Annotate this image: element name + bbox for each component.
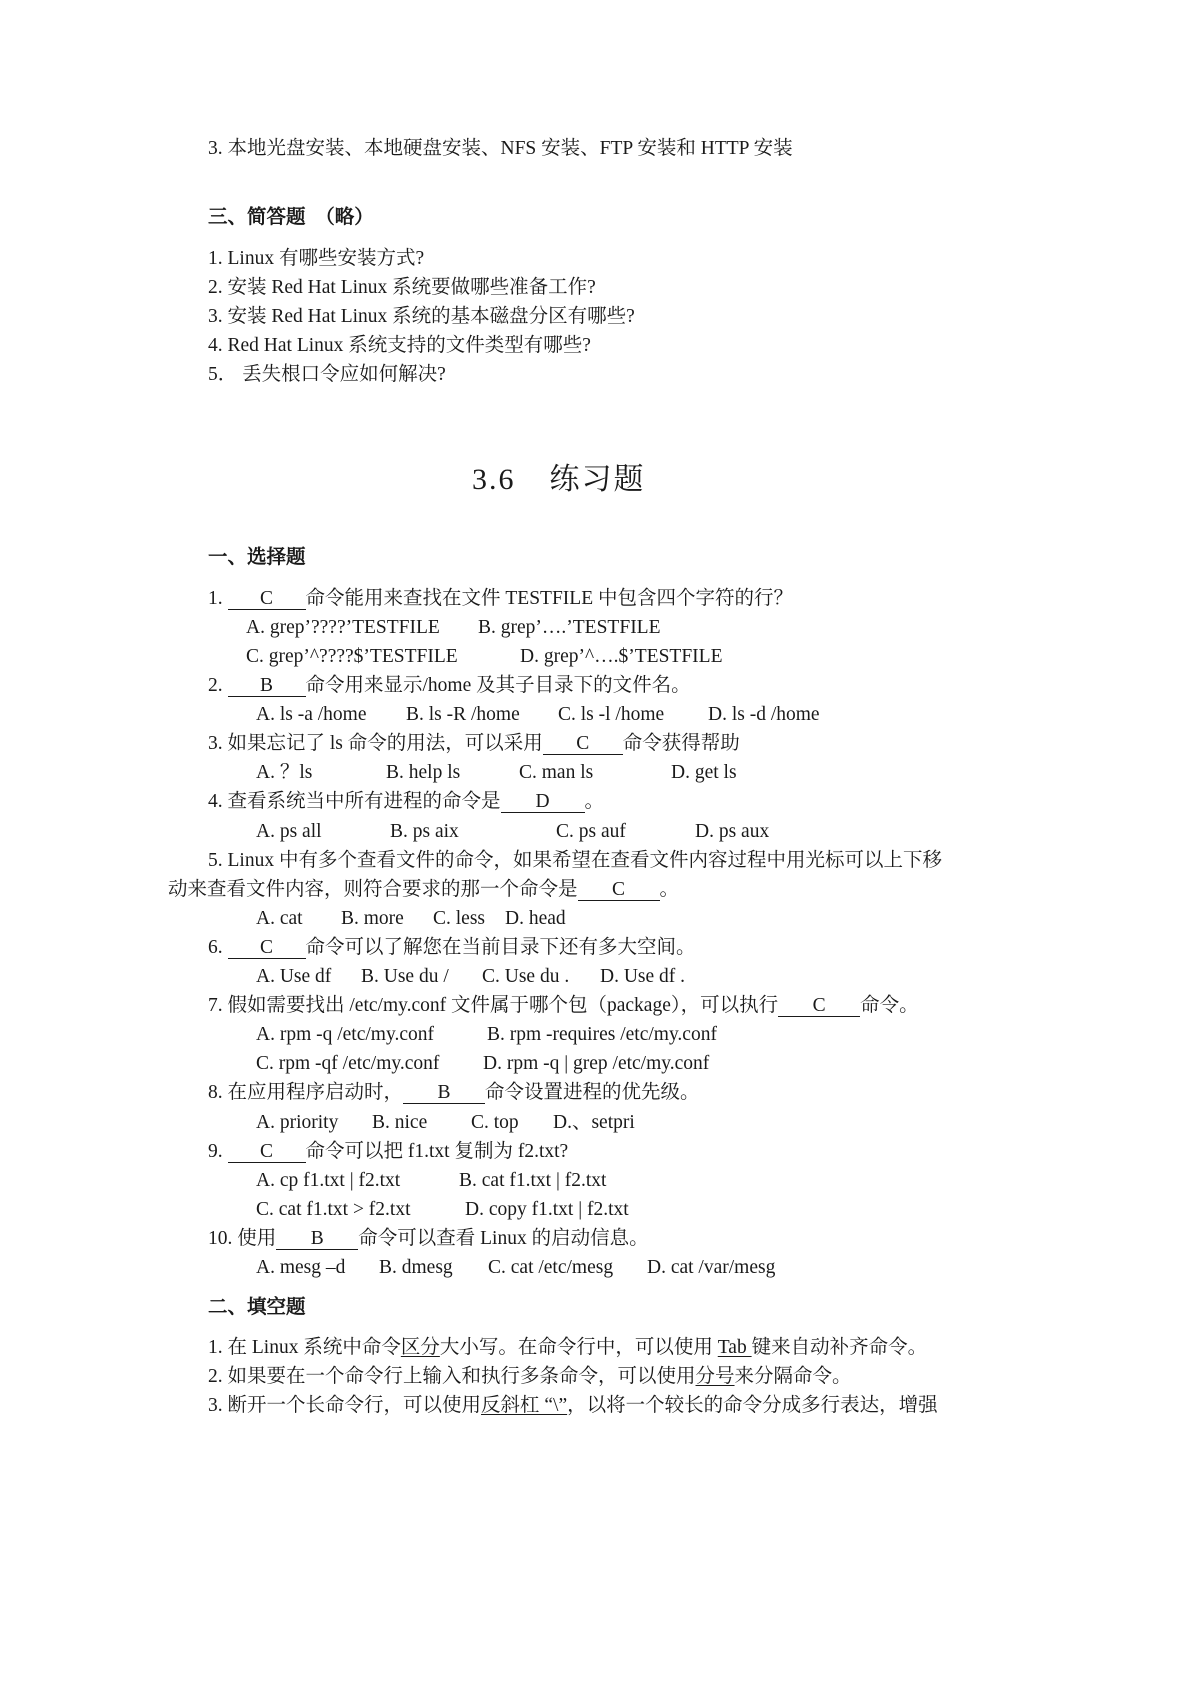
option-c: C. rpm -qf /etc/my.conf	[256, 1053, 440, 1074]
option-b: B. Use du /	[361, 966, 449, 987]
question-6	[208, 936, 696, 960]
options-row	[256, 761, 737, 785]
question-5: 5. Linux 中有多个查看文件的命令，如果希望在查看文件内容过程中用光标可以上下移	[208, 850, 942, 871]
question-number: 6.	[208, 937, 223, 958]
fill-text: 键来自动补齐命令。	[751, 1337, 928, 1358]
options-row	[256, 907, 566, 931]
fill-text: 1. 在 Linux 系统中命令	[208, 1337, 401, 1358]
question-5-continued	[168, 878, 679, 902]
fill-answer: Tab	[717, 1337, 752, 1358]
option-c: C. ls -l /home	[558, 704, 665, 725]
question-4	[208, 790, 604, 814]
short-answer-item: 2. 安装 Red Hat Linux 系统要做哪些准备工作?	[208, 277, 596, 298]
choice-heading: 一、选择题	[208, 547, 306, 568]
options-row	[256, 965, 685, 989]
short-answer-item: 1. Linux 有哪些安装方式?	[208, 248, 425, 269]
option-d: D. ps aux	[695, 821, 770, 842]
option-d: D. rpm -q | grep /etc/my.conf	[483, 1053, 710, 1074]
fill-item-2	[208, 1365, 852, 1389]
question-number: 9.	[208, 1141, 223, 1162]
question-text: 3. 如果忘记了 ls 命令的用法，可以采用	[208, 733, 543, 754]
option-c: C. Use du .	[482, 966, 570, 987]
option-a: A. Use df	[256, 966, 332, 987]
section-number: 3.6	[472, 463, 516, 496]
option-b: B. dmesg	[379, 1257, 453, 1278]
fill-item-1	[208, 1336, 927, 1360]
question-3	[208, 732, 740, 756]
option-b: B. rpm -requires /etc/my.conf	[487, 1024, 717, 1045]
question-text: 命令用来显示/home 及其子目录下的文件名。	[305, 675, 691, 696]
option-c: C. ps auf	[556, 821, 626, 842]
answer-blank: D	[501, 792, 585, 813]
fill-item-3	[208, 1394, 938, 1418]
question-10	[208, 1227, 649, 1251]
option-a: A. cat	[256, 908, 303, 929]
option-b: B. grep’….’TESTFILE	[478, 617, 661, 638]
options-row	[246, 616, 661, 640]
question-text: 命令可以把 f1.txt 复制为 f2.txt?	[305, 1141, 569, 1162]
option-b: B. help ls	[386, 762, 461, 783]
options-row	[256, 1052, 709, 1076]
option-a: A. rpm -q /etc/my.conf	[256, 1024, 434, 1045]
question-text: 10. 使用	[208, 1228, 277, 1249]
option-c: C. top	[471, 1112, 519, 1133]
option-b: B. nice	[372, 1112, 428, 1133]
question-text: 命令获得帮助	[622, 733, 740, 754]
options-row	[256, 1169, 606, 1193]
answer-blank: C	[578, 880, 660, 901]
question-text: 命令设置进程的优先级。	[485, 1082, 700, 1103]
answer-blank: C	[228, 589, 306, 610]
fill-text: ，以将一个较长的命令分成多行表达，增强	[567, 1395, 938, 1416]
question-9	[208, 1140, 568, 1164]
question-text: 。	[584, 791, 605, 812]
answer-blank: B	[228, 676, 306, 697]
question-text: 4. 查看系统当中所有进程的命令是	[208, 791, 501, 812]
option-d: D. Use df .	[600, 966, 686, 987]
options-row	[256, 1256, 775, 1280]
question-7	[208, 994, 919, 1018]
question-2	[208, 674, 691, 698]
fill-text: 来分隔命令。	[734, 1366, 852, 1387]
fill-text: 2. 如果要在一个命令行上输入和执行多条命令，可以使用	[208, 1366, 696, 1387]
fill-text: 大小写。在命令行中，可以使用	[439, 1337, 718, 1358]
option-c: C. less	[433, 908, 486, 929]
question-8	[208, 1081, 700, 1105]
answer-blank: C	[228, 1142, 306, 1163]
question-text: 8. 在应用程序启动时，	[208, 1082, 404, 1103]
option-d: D. cat /var/mesg	[647, 1257, 776, 1278]
option-d: D. ls -d /home	[708, 704, 820, 725]
question-1	[208, 587, 793, 611]
option-a: A. priority	[256, 1112, 339, 1133]
fill-answer: 反斜杠 “\”	[481, 1395, 568, 1416]
options-row	[256, 1111, 635, 1135]
options-row	[256, 820, 769, 844]
option-d: D. grep’^….$’TESTFILE	[520, 646, 723, 667]
short-answer-item: 4. Red Hat Linux 系统支持的文件类型有哪些?	[208, 335, 591, 356]
question-number: 1.	[208, 588, 223, 609]
option-c: C. grep’^????$’TESTFILE	[246, 646, 458, 667]
answer-blank: C	[228, 938, 306, 959]
prev-answer-line: 3. 本地光盘安装、本地硬盘安装、NFS 安装、FTP 安装和 HTTP 安装	[208, 138, 793, 159]
question-text: 命令可以了解您在当前目录下还有多大空间。	[305, 937, 696, 958]
option-a: A. mesg –d	[256, 1257, 346, 1278]
option-a: A. grep’????’TESTFILE	[246, 617, 440, 638]
option-c: C. man ls	[519, 762, 594, 783]
option-b: B. ls -R /home	[406, 704, 520, 725]
option-d: D. get ls	[671, 762, 737, 783]
question-text: 命令能用来查找在文件 TESTFILE 中包含四个字符的行？	[305, 588, 793, 609]
short-answer-item: 3. 安装 Red Hat Linux 系统的基本磁盘分区有哪些?	[208, 306, 635, 327]
options-row	[256, 703, 820, 727]
answer-blank: C	[543, 734, 623, 755]
option-c: C. cat f1.txt > f2.txt	[256, 1199, 411, 1220]
options-row	[246, 645, 722, 669]
fill-text: 3. 断开一个长命令行，可以使用	[208, 1395, 482, 1416]
fill-answer: 区分	[400, 1337, 440, 1358]
section-title-text: 练习题	[549, 463, 646, 496]
short-answer-item: 5． 丢失根口令应如何解决?	[208, 364, 446, 385]
option-a: A. cp f1.txt | f2.txt	[256, 1170, 401, 1191]
option-a: A. ls -a /home	[256, 704, 367, 725]
option-d: D. head	[505, 908, 566, 929]
option-d: D.、setpri	[553, 1112, 635, 1133]
fill-heading: 二、填空题	[208, 1297, 306, 1318]
answer-blank: B	[403, 1083, 485, 1104]
option-d: D. copy f1.txt | f2.txt	[465, 1199, 629, 1220]
options-row	[256, 1198, 629, 1222]
fill-answer: 分号	[695, 1366, 735, 1387]
option-a: A. ps all	[256, 821, 322, 842]
question-text: 。	[659, 879, 680, 900]
options-row	[256, 1023, 717, 1047]
option-b: B. cat f1.txt | f2.txt	[459, 1170, 607, 1191]
question-text: 命令。	[860, 995, 919, 1016]
question-text: 7. 假如需要找出 /etc/my.conf 文件属于哪个包（package），可以执行	[208, 995, 779, 1016]
answer-blank: C	[778, 996, 860, 1017]
option-a: A. ？ls	[256, 762, 313, 783]
question-text: 命令可以查看 Linux 的启动信息。	[358, 1228, 649, 1249]
option-b: B. more	[341, 908, 404, 929]
option-b: B. ps aix	[390, 821, 459, 842]
option-c: C. cat /etc/mesg	[488, 1257, 614, 1278]
question-text: 动来查看文件内容，则符合要求的那一个命令是	[168, 879, 578, 900]
answer-blank: B	[276, 1229, 358, 1250]
short-answer-heading: 三、简答题 （略）	[208, 207, 374, 228]
section-title	[472, 462, 646, 498]
question-number: 2.	[208, 675, 223, 696]
